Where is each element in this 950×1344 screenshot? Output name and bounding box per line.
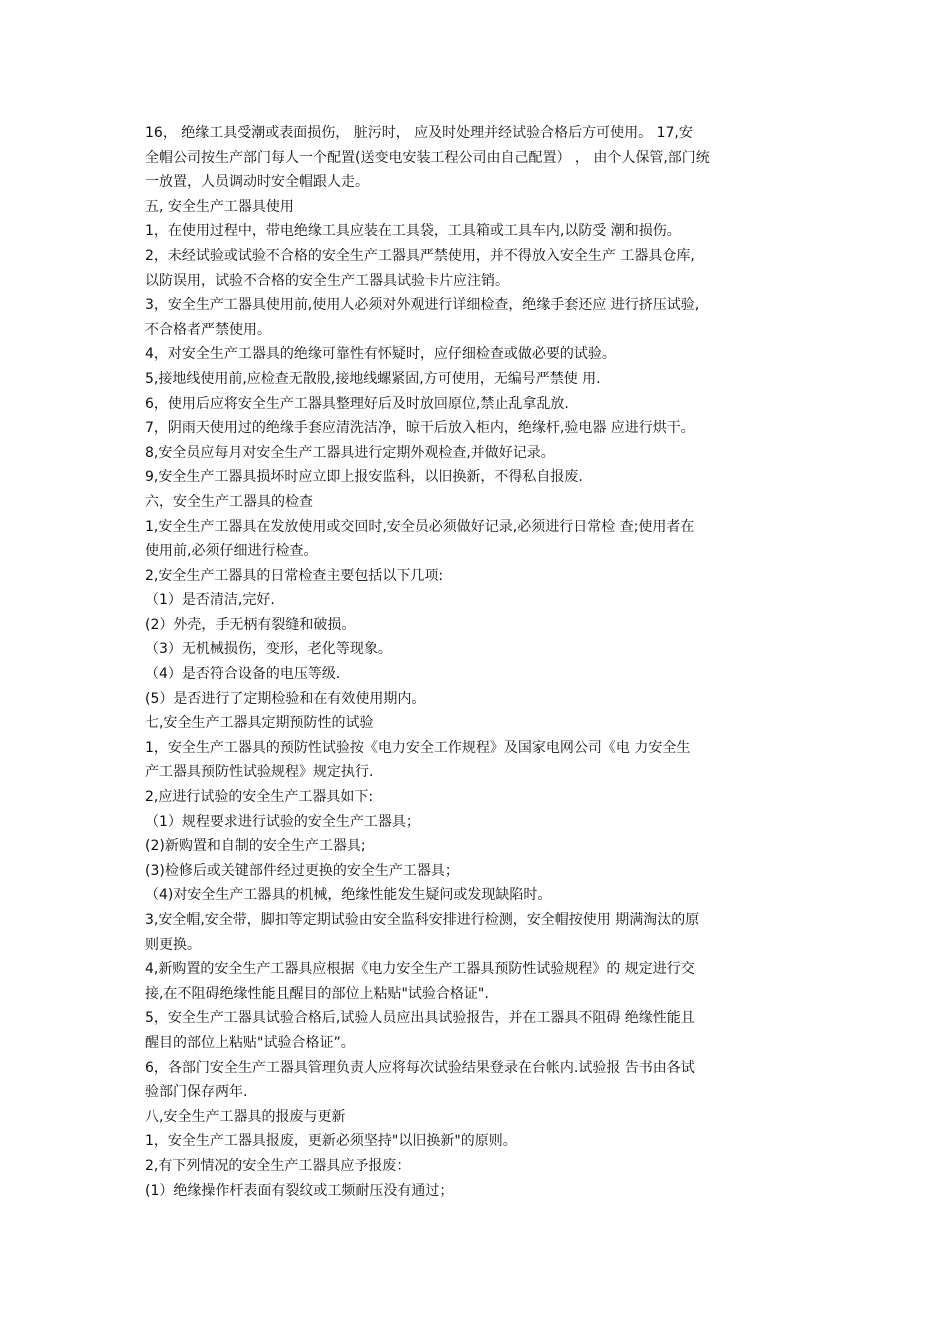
text-line: 产工器具预防性试验规程》规定执行. — [145, 764, 374, 781]
text-line: 以防误用，试验不合格的安全生产工器具试验卡片应注销。 — [145, 272, 509, 289]
text-line: 2,应进行试验的安全生产工器具如下: — [145, 789, 374, 806]
list-item: (5）是否进行了定期检验和在有效使用期内。 — [145, 690, 426, 707]
text-line: 3,安全帽,安全带，脚扣等定期试验由安全监科安排进行检测，安全帽按使用 期满淘汰的原 — [145, 912, 700, 928]
text-line: 则更换。 — [145, 936, 201, 953]
text-line: 醒目的部位上粘贴"试验合格证”。 — [145, 1034, 355, 1051]
text-line: 全帽公司按生产部门每人一个配置(送变电安装工程公司由自己配置） ， 由个人保管,部门统 — [145, 149, 710, 166]
text-line: 9,安全生产工器具损坏时应立即上报安监科，以旧换新，不得私自报废. — [145, 469, 583, 486]
text-line: 2,有下列情况的安全生产工器具应予报废： — [145, 1157, 411, 1174]
text-line: 一放置，人员调动时安全帽跟人走。 — [145, 174, 369, 191]
list-item: (2）外壳，手无柄有裂缝和破损。 — [145, 616, 356, 633]
section-heading: 六，安全生产工器具的检查 — [145, 493, 313, 510]
list-item: （4)对安全生产工器具的机械，绝缘性能发生疑问或发现缺陷时。 — [145, 887, 552, 904]
text-line: 3，安全生产工器具使用前,使用人必须对外观进行详细检查，绝缘手套还应 进行挤压试验, — [145, 297, 700, 314]
list-item: （3）无机械损伤，变形，老化等现象。 — [145, 641, 392, 658]
list-item: （1）是否清洁,完好. — [145, 592, 275, 609]
text-line: 验部门保存两年. — [145, 1084, 248, 1101]
section-heading: 五, 安全生产工器具使用 — [145, 198, 294, 215]
text-line: 16， 绝缘工具受潮或表面损伤， 脏污时， 应及时处理并经试验合格后方可使用。 17,安 — [145, 125, 693, 141]
list-item: (2)新购置和自制的安全生产工器具; — [145, 838, 366, 855]
text-line: 8,安全员应每月对安全生产工器具进行定期外观检查,并做好记录。 — [145, 444, 555, 461]
list-item: (1）绝缘操作杆表面有裂纹或工频耐压没有通过； — [145, 1182, 454, 1199]
text-line: 2,安全生产工器具的日常检查主要包括以下几项: — [145, 567, 444, 584]
text-line: 1,安全生产工器具在发放使用或交回时,安全员必须做好记录,必须进行日常检 查;使用者在 — [145, 518, 695, 535]
list-item: （1）规程要求进行试验的安全生产工器具； — [145, 813, 420, 830]
section-heading: 七,安全生产工器具定期预防性的试验 — [145, 715, 374, 732]
text-line: 5,接地线使用前,应检查无散股,接地线螺紧固,方可使用，无编号严禁使 用. — [145, 370, 601, 387]
text-line: 1，安全生产工器具报废，更新必须坚持"以旧换新"的原则。 — [145, 1133, 517, 1150]
text-line: 使用前,必须仔细进行检查。 — [145, 543, 318, 560]
list-item: （4）是否符合设备的电压等级. — [145, 666, 341, 683]
text-line: 1，安全生产工器具的预防性试验按《电力安全工作规程》及国家电网公司《电 力安全生 — [145, 739, 691, 756]
text-line: 4，对安全生产工器具的绝缘可靠性有怀疑时，应仔细检查或做必要的试验。 — [145, 346, 616, 363]
text-line: 6，使用后应将安全生产工器具整理好后及时放回原位,禁止乱拿乱放. — [145, 395, 569, 412]
list-item: (3)检修后或关键部件经过更换的安全生产工器具； — [145, 862, 459, 879]
text-line: 5，安全生产工器具试验合格后,试验人员应出具试验报告，并在工器具不阻碍 绝缘性能且 — [145, 1010, 695, 1027]
text-line: 接,在不阻碍绝缘性能且醒目的部位上粘贴"试验合格证". — [145, 985, 489, 1002]
document-body — [145, 121, 810, 1203]
text-line: 不合格者严禁使用。 — [145, 321, 271, 338]
text-line: 6，各部门安全生产工器具管理负责人应将每次试验结果登录在台帐内.试验报 告书由各试 — [145, 1059, 695, 1076]
text-line: 7，阴雨天使用过的绝缘手套应清洗洁净，晾干后放入柜内，绝缘杆,验电器 应进行烘干。 — [145, 420, 695, 437]
text-line: 4,新购置的安全生产工器具应根据《电力安全生产工器具预防性试验规程》的 规定进行交 — [145, 961, 695, 978]
section-heading: 八,安全生产工器具的报废与更新 — [145, 1108, 346, 1125]
text-line: 2，未经试验或试验不合格的安全生产工器具严禁使用，并不得放入安全生产 工器具仓库, — [145, 247, 695, 264]
text-line: 1，在使用过程中，带电绝缘工具应装在工具袋，工具箱或工具车内,以防受 潮和损伤。 — [145, 223, 681, 240]
